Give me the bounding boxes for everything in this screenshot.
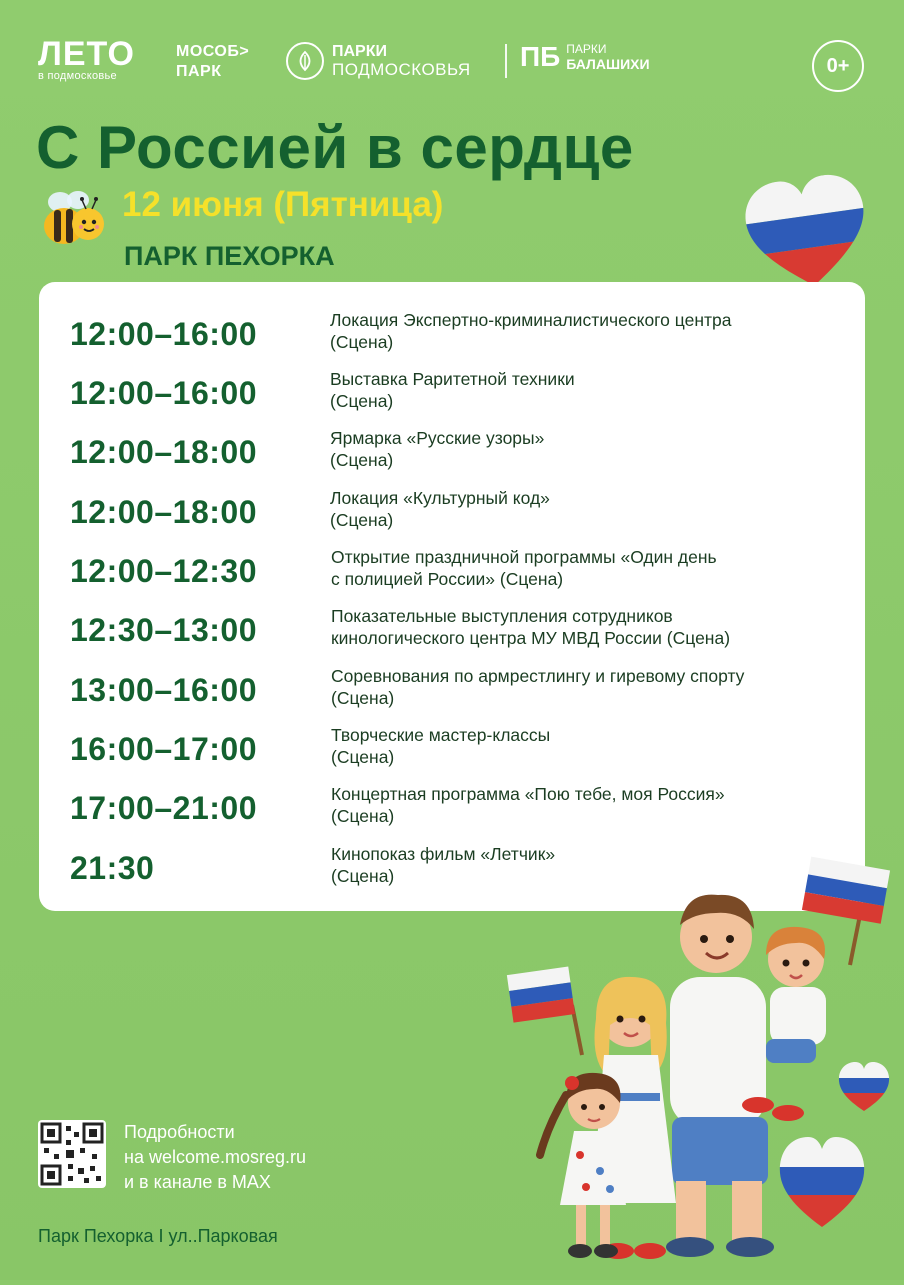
logo-mosob-line2: ПАРК	[176, 63, 222, 80]
logo-mosob-line1: МОСОБ>	[176, 43, 250, 60]
logo-leto-main: ЛЕТО	[38, 35, 135, 73]
schedule-row	[39, 480, 865, 539]
schedule-time: 12:00–18:00	[70, 494, 257, 530]
park-address: Парк Пехорка I ул..Парковая	[38, 1226, 278, 1246]
schedule-time: 16:00–17:00	[70, 731, 257, 767]
schedule-line: с полицией России» (Сцена)	[331, 569, 564, 589]
logo-bar	[38, 35, 866, 98]
schedule-time: 12:00–16:00	[70, 316, 257, 352]
event-title: С Россией в сердце	[36, 114, 634, 181]
more-info-line: Подробности	[124, 1122, 235, 1142]
logo-balashikha-mark: ПБ	[520, 41, 561, 72]
schedule-line: Локация Экспертно-криминалистического центра	[330, 310, 732, 330]
schedule-card	[39, 282, 865, 911]
schedule-row	[39, 302, 865, 361]
age-rating-badge: 0+	[812, 40, 864, 92]
schedule-time: 12:00–18:00	[70, 434, 257, 470]
more-info-text	[124, 1120, 306, 1195]
logo-parki-line2: ПОДМОСКОВЬЯ	[332, 60, 471, 79]
schedule-row	[39, 776, 865, 835]
schedule-line: кинологического центра МУ МВД России (Сцена)	[331, 628, 731, 648]
schedule-line: (Сцена)	[330, 450, 394, 470]
schedule-description	[331, 783, 725, 827]
logo-parki-balashikhi	[520, 42, 650, 72]
schedule-line: (Сцена)	[331, 866, 395, 886]
parki-leaf-icon	[286, 42, 324, 80]
logo-divider	[505, 44, 507, 78]
schedule-line: Творческие мастер-классы	[331, 725, 551, 745]
family-illustration	[500, 855, 904, 1280]
schedule-description	[330, 487, 550, 531]
schedule-row	[39, 539, 865, 598]
logo-balashikha-line2: БАЛАШИХИ	[566, 56, 650, 72]
logo-parki-line1: ПАРКИ	[332, 43, 387, 60]
schedule-description	[331, 605, 730, 649]
schedule-row	[39, 598, 865, 657]
schedule-line: (Сцена)	[330, 510, 394, 530]
schedule-description	[331, 546, 717, 590]
logo-parki-podmoskovya	[286, 42, 471, 80]
qr-code-icon[interactable]	[38, 1120, 106, 1188]
schedule-line: Соревнования по армрестлингу и гиревому спорту	[331, 666, 745, 686]
park-name: ПАРК ПЕХОРКА	[124, 241, 335, 271]
logo-leto	[38, 35, 135, 82]
schedule-time: 12:00–16:00	[70, 375, 257, 411]
schedule-description	[331, 665, 744, 709]
schedule-line: Выставка Раритетной техники	[330, 369, 575, 389]
schedule-line: Открытие праздничной программы «Один день	[331, 547, 717, 567]
bee-icon	[40, 188, 108, 252]
schedule-line: (Сцена)	[331, 806, 395, 826]
schedule-line: Локация «Культурный код»	[330, 488, 550, 508]
schedule-row	[39, 361, 865, 420]
schedule-line: Показательные выступления сотрудников	[331, 606, 673, 626]
schedule-row	[39, 717, 865, 776]
schedule-line: (Сцена)	[330, 332, 394, 352]
schedule-line: Кинопоказ фильм «Летчик»	[331, 844, 556, 864]
schedule-time: 17:00–21:00	[70, 790, 257, 826]
schedule-line: (Сцена)	[331, 688, 395, 708]
schedule-description	[331, 724, 550, 768]
logo-balashikha-line1: ПАРКИ	[566, 42, 607, 56]
logo-mosobpark	[176, 42, 249, 82]
heart-flag-icon	[744, 174, 870, 292]
schedule-time: 12:00–12:30	[70, 553, 257, 589]
schedule-time: 21:30	[70, 850, 155, 886]
schedule-line: Концертная программа «Пою тебе, моя Россия»	[331, 784, 725, 804]
more-info-link[interactable]: на welcome.mosreg.ru	[124, 1147, 307, 1167]
schedule-line: Ярмарка «Русские узоры»	[330, 428, 545, 448]
event-date: 12 июня (Пятница)	[122, 185, 444, 224]
schedule-description	[330, 427, 544, 471]
schedule-description	[330, 368, 575, 412]
schedule-row	[39, 658, 865, 717]
schedule-time: 13:00–16:00	[70, 672, 257, 708]
schedule-description	[330, 309, 731, 353]
schedule-line: (Сцена)	[331, 747, 395, 767]
logo-leto-sub: в подмосковье	[38, 70, 117, 82]
schedule-time: 12:30–13:00	[70, 612, 257, 648]
more-info-line: и в канале в MAX	[124, 1172, 271, 1192]
schedule-line: (Сцена)	[330, 391, 394, 411]
schedule-row	[39, 420, 865, 479]
